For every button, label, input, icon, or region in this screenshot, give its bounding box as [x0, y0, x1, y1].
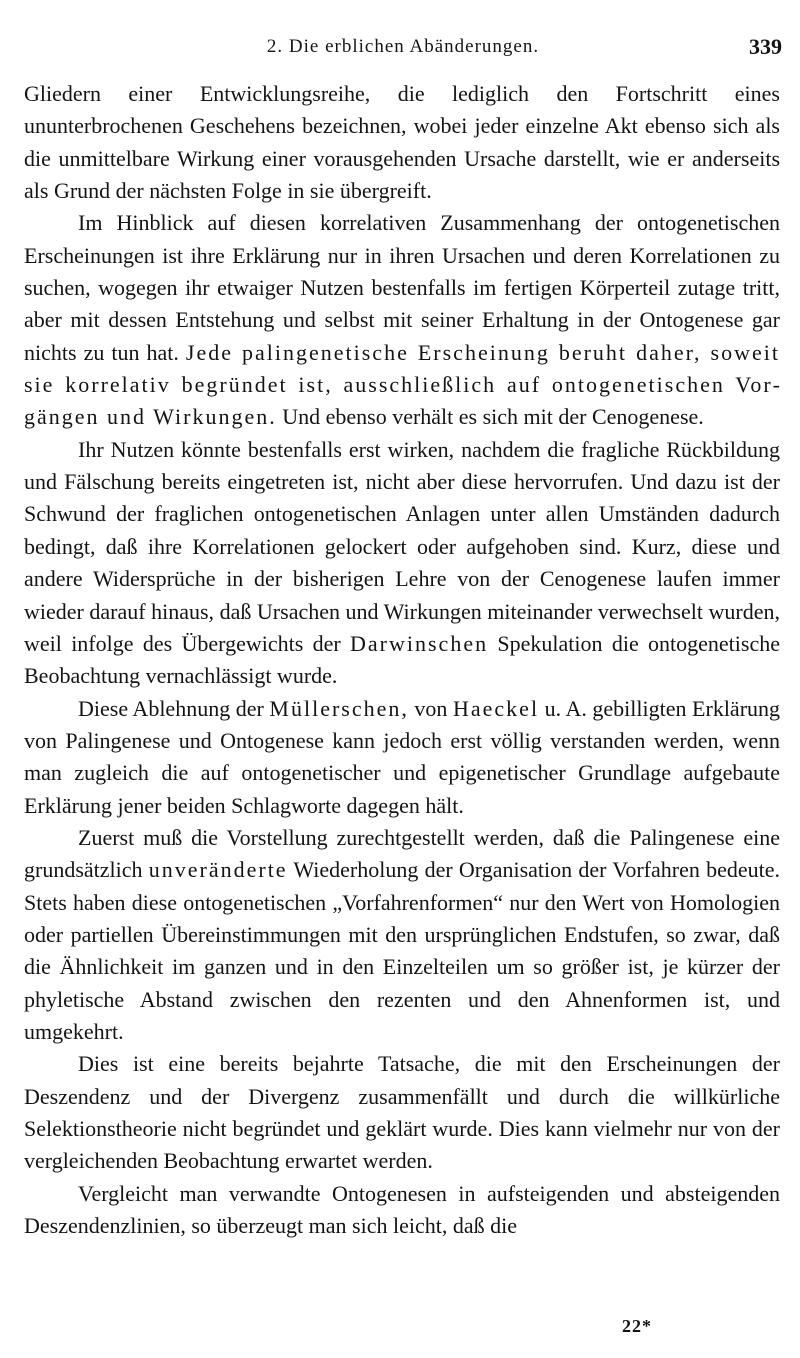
- text-run: Im Hinblick auf diesen korrelativen Zusammenhang der ontogenetischen Erscheinungen ist ihre Erklärung nur in ihren Ursachen und deren Korrelationen zu suchen, wogegen ihr etwaiger Nutzen bestenfalls im fertigen Körperteil zutage tritt, aber mit dessen Entstehung und selbst mit seiner Erhaltung in der Ontogenese gar nichts zu tun hat.: [24, 210, 780, 365]
- text-run: Zuerst muß die Vorstellung zurechtgestellt werden, daß die Palingenese eine grundsätzlich: [24, 824, 780, 883]
- text-run: Und ebenso verhält es sich mit der Cenogenese.: [276, 404, 704, 430]
- paragraph: [24, 434, 780, 693]
- paragraph: [24, 1178, 780, 1243]
- page-number: 339: [749, 34, 782, 59]
- paragraph: [24, 207, 780, 433]
- spaced-emphasis: Jede palingenetische Erscheinung beruht daher, soweit sie korrelativ begründet ist, ausschließlich auf ontogenetischen Vorgängen und Wirkungen.: [24, 339, 780, 430]
- spaced-emphasis: Müllerschen,: [269, 695, 409, 721]
- spaced-emphasis: Haeckel: [453, 695, 540, 721]
- text-run: Spekulation die ontogenetische Beobachtung vernachlässigt wurde.: [24, 630, 780, 689]
- paragraph: [24, 693, 780, 822]
- paragraph: [24, 822, 780, 1048]
- text-run: Vergleicht man verwandte Ontogenesen in aufsteigenden und absteigenden Deszendenzlinien, so überzeugt man sich leicht, daß die: [24, 1180, 780, 1239]
- paragraph: [24, 78, 780, 207]
- spaced-emphasis: Darwinschen: [350, 630, 489, 656]
- text-run: Wiederholung der Organisation der Vorfahren bedeute. Stets haben diese ontogenetischen „Vorfahrenformen“ nur den Wert von Homologien oder partiellen Übereinstimmungen mit den ursprünglichen Endstufen, so zwar, daß die Ähnlichkeit im ganzen und in den Einzelteilen um so größer ist, je kürzer der phyletische Abstand zwischen den rezenten und den Ahnenformen ist, und umgekehrt.: [24, 857, 780, 1044]
- text-run: Ihr Nutzen könnte bestenfalls erst wirken, nachdem die fragliche Rückbildung und Fälschung bereits eingetreten ist, nicht aber diese hervorrufen. Und dazu ist der Schwund der fraglichen ontogenetischen Anlagen unter allen Umständen dadurch bedingt, daß ihre Korrelationen gelockert oder aufgehoben sind. Kurz, diese und andere Widersprüche in der bisherigen Lehre von der Cenogenese laufen immer wieder darauf hinaus, daß Ursachen und Wirkungen miteinander verwechselt wurden, weil infolge des Übergewichts der: [24, 436, 780, 656]
- text-run: Diese Ablehnung der: [78, 695, 270, 721]
- signature-mark: 22*: [622, 1316, 652, 1336]
- text-run: Dies ist eine bereits bejahrte Tatsache, die mit den Erscheinungen der Deszendenz und der Divergenz zusammenfällt und durch die willkürliche Selektionstheorie nicht begründet und geklärt wurde. Dies kann vielmehr nur von der vergleichenden Beobachtung erwartet werden.: [24, 1051, 780, 1174]
- running-title: 2. Die erblichen Abänderungen.: [266, 36, 540, 57]
- text-run: u. A. gebilligten Erklärung von Palingenese und Ontogenese kann jedoch erst völlig verstanden werden, wenn man zugleich die auf ontogenetischer und epigenetischer Grundlage aufgebaute Erklärung jener beiden Schlagworte dagegen hält.: [24, 695, 781, 818]
- text-run: Gliedern einer Entwicklungsreihe, die lediglich den Fortschritt eines ununterbrochenen Geschehens bezeichnen, wobei jeder einzelne Akt ebenso sich als die unmittelbare Wirkung einer vorausgehenden Ursache darstellt, wie er anderseits als Grund der nächsten Folge in sie übergreift.: [24, 81, 780, 204]
- paragraph: [24, 1048, 780, 1177]
- text-run: von: [408, 695, 453, 721]
- running-head: [24, 32, 782, 62]
- body-text: [24, 78, 780, 1242]
- spaced-emphasis: unveränderte: [148, 857, 288, 883]
